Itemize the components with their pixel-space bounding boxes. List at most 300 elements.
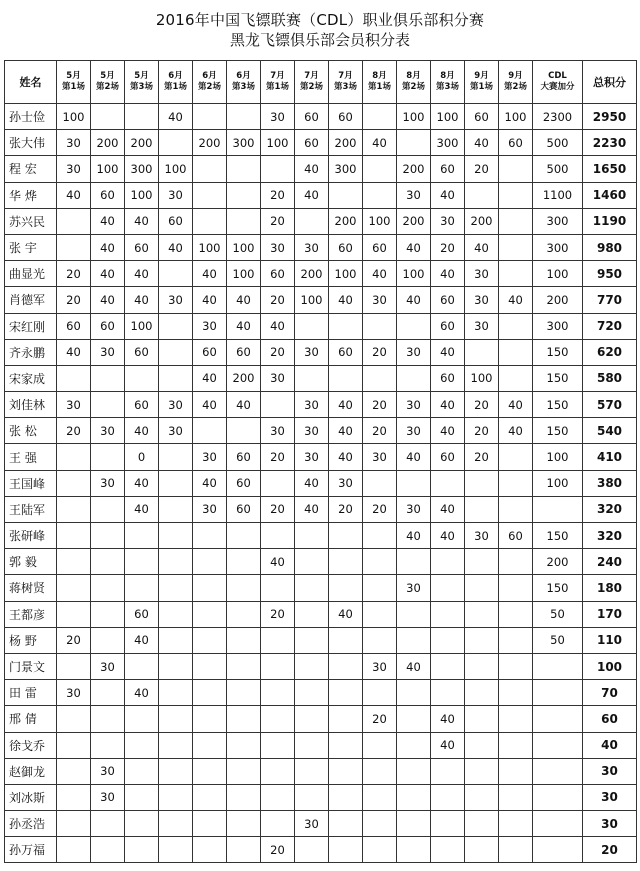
points-cell (499, 706, 533, 732)
player-name-cell: 宋红刚 (5, 313, 57, 339)
points-cell (91, 444, 125, 470)
points-cell (57, 575, 91, 601)
points-cell (363, 811, 397, 837)
points-cell: 200 (329, 208, 363, 234)
column-header-round: 第3场 (232, 82, 255, 92)
points-cell (91, 523, 125, 549)
points-cell: 20 (329, 496, 363, 522)
points-cell: 60 (57, 313, 91, 339)
column-header-c13 (465, 61, 499, 104)
column-header-month: 7月 (304, 71, 319, 81)
points-cell: 200 (193, 130, 227, 156)
points-cell: 50 (533, 601, 583, 627)
column-header-round: 第1场 (164, 82, 187, 92)
player-name-cell: 田 雷 (5, 680, 57, 706)
points-cell: 200 (533, 549, 583, 575)
points-cell: 30 (363, 444, 397, 470)
points-cell (499, 208, 533, 234)
points-cell (329, 549, 363, 575)
points-cell: 100 (533, 444, 583, 470)
points-cell: 40 (91, 261, 125, 287)
player-name-cell: 蒋树贤 (5, 575, 57, 601)
points-cell (57, 208, 91, 234)
points-cell: 20 (363, 496, 397, 522)
points-cell: 20 (465, 392, 499, 418)
points-cell: 30 (397, 496, 431, 522)
points-cell: 40 (431, 182, 465, 208)
player-name-cell: 曲显光 (5, 261, 57, 287)
points-cell (363, 575, 397, 601)
points-cell (227, 575, 261, 601)
points-cell (295, 575, 329, 601)
points-cell (329, 523, 363, 549)
points-cell: 60 (295, 104, 329, 130)
points-cell (295, 732, 329, 758)
points-cell (261, 784, 295, 810)
points-cell (431, 470, 465, 496)
points-cell (193, 156, 227, 182)
points-cell (465, 601, 499, 627)
points-cell: 30 (57, 680, 91, 706)
points-cell (227, 156, 261, 182)
points-cell: 40 (397, 234, 431, 260)
points-cell (363, 523, 397, 549)
points-cell (499, 261, 533, 287)
points-cell (533, 784, 583, 810)
points-cell (227, 549, 261, 575)
points-cell (295, 627, 329, 653)
points-cell (91, 549, 125, 575)
column-header-c1 (57, 61, 91, 104)
points-cell (499, 627, 533, 653)
points-cell: 200 (397, 208, 431, 234)
points-cell: 100 (397, 261, 431, 287)
points-cell: 30 (363, 287, 397, 313)
points-cell (193, 837, 227, 863)
points-cell (159, 130, 193, 156)
points-cell (125, 653, 159, 679)
column-header-round: 大赛加分 (540, 82, 575, 92)
points-cell (227, 811, 261, 837)
points-cell: 150 (533, 339, 583, 365)
points-cell (227, 523, 261, 549)
column-header-round: 第1场 (470, 82, 493, 92)
column-header-round: 第3场 (130, 82, 153, 92)
points-cell (227, 680, 261, 706)
points-cell (499, 758, 533, 784)
player-name-cell: 刘佳林 (5, 392, 57, 418)
table-row (5, 575, 637, 601)
points-cell (261, 811, 295, 837)
points-cell (159, 549, 193, 575)
points-cell: 200 (125, 130, 159, 156)
player-name-cell: 苏兴民 (5, 208, 57, 234)
points-cell (227, 627, 261, 653)
points-cell: 60 (91, 313, 125, 339)
points-cell: 40 (295, 182, 329, 208)
points-cell: 20 (57, 418, 91, 444)
points-cell (329, 758, 363, 784)
points-cell (159, 444, 193, 470)
points-cell: 30 (261, 418, 295, 444)
points-cell: 60 (431, 444, 465, 470)
points-cell: 30 (295, 234, 329, 260)
player-name-cell: 杨 野 (5, 627, 57, 653)
player-name-cell: 肖德军 (5, 287, 57, 313)
points-cell (295, 680, 329, 706)
points-cell: 60 (125, 339, 159, 365)
points-cell: 60 (227, 444, 261, 470)
points-cell: 200 (329, 130, 363, 156)
points-cell (499, 680, 533, 706)
total-points-cell: 2950 (583, 104, 637, 130)
column-header-c7 (261, 61, 295, 104)
points-cell: 60 (329, 104, 363, 130)
points-cell: 20 (465, 444, 499, 470)
table-row (5, 339, 637, 365)
points-cell: 40 (499, 287, 533, 313)
table-row (5, 523, 637, 549)
points-cell: 60 (125, 392, 159, 418)
points-cell (499, 182, 533, 208)
points-cell: 0 (125, 444, 159, 470)
points-cell (57, 365, 91, 391)
points-cell (57, 784, 91, 810)
points-cell: 60 (125, 234, 159, 260)
points-cell: 150 (533, 418, 583, 444)
points-cell: 30 (91, 339, 125, 365)
table-row (5, 182, 637, 208)
points-cell (193, 575, 227, 601)
points-cell: 40 (57, 182, 91, 208)
column-header-round: 第3场 (334, 82, 357, 92)
points-cell: 60 (125, 601, 159, 627)
player-name-cell: 张 松 (5, 418, 57, 444)
points-cell: 30 (57, 392, 91, 418)
points-cell: 60 (431, 313, 465, 339)
points-cell: 100 (499, 104, 533, 130)
points-cell: 20 (261, 444, 295, 470)
points-cell: 60 (499, 130, 533, 156)
points-cell: 60 (329, 339, 363, 365)
player-name-cell: 王国峰 (5, 470, 57, 496)
points-cell: 300 (533, 313, 583, 339)
table-row (5, 627, 637, 653)
points-cell: 40 (91, 208, 125, 234)
column-header-month: CDL (548, 71, 567, 81)
points-cell (193, 627, 227, 653)
points-cell: 150 (533, 392, 583, 418)
points-cell (159, 261, 193, 287)
points-cell (465, 575, 499, 601)
column-header-month: 8月 (372, 71, 387, 81)
points-cell (499, 365, 533, 391)
points-cell (193, 706, 227, 732)
column-header-c3 (125, 61, 159, 104)
points-cell: 50 (533, 627, 583, 653)
points-cell: 30 (363, 653, 397, 679)
points-cell: 100 (465, 365, 499, 391)
points-cell (363, 732, 397, 758)
points-cell (193, 104, 227, 130)
points-cell: 100 (397, 104, 431, 130)
player-name-cell: 赵御龙 (5, 758, 57, 784)
total-points-cell: 1460 (583, 182, 637, 208)
column-header-round: 第1场 (266, 82, 289, 92)
points-cell (91, 575, 125, 601)
points-cell: 40 (125, 627, 159, 653)
points-cell: 30 (465, 313, 499, 339)
total-points-cell: 40 (583, 732, 637, 758)
column-header-c4 (159, 61, 193, 104)
total-points-cell: 70 (583, 680, 637, 706)
points-cell (91, 627, 125, 653)
points-cell (125, 549, 159, 575)
points-cell (295, 208, 329, 234)
points-cell: 60 (193, 339, 227, 365)
points-cell (363, 784, 397, 810)
points-cell (261, 732, 295, 758)
points-cell (397, 837, 431, 863)
points-cell: 40 (159, 234, 193, 260)
points-cell (465, 339, 499, 365)
points-cell: 40 (329, 444, 363, 470)
points-cell (329, 653, 363, 679)
points-cell: 100 (227, 261, 261, 287)
points-cell (465, 837, 499, 863)
points-cell: 40 (295, 470, 329, 496)
points-cell: 100 (159, 156, 193, 182)
total-points-cell: 540 (583, 418, 637, 444)
column-header-month: 8月 (440, 71, 455, 81)
points-cell: 200 (533, 287, 583, 313)
points-cell (261, 680, 295, 706)
player-name-cell: 王陆军 (5, 496, 57, 522)
table-row (5, 313, 637, 339)
title-block (0, 10, 640, 50)
points-cell: 40 (431, 496, 465, 522)
points-cell: 30 (91, 470, 125, 496)
points-cell: 30 (159, 287, 193, 313)
points-cell: 40 (397, 653, 431, 679)
points-cell (159, 365, 193, 391)
column-header-round: 第1场 (62, 82, 85, 92)
points-cell (431, 601, 465, 627)
points-cell: 20 (363, 392, 397, 418)
points-cell (329, 365, 363, 391)
points-cell (227, 706, 261, 732)
points-cell (91, 811, 125, 837)
points-cell: 60 (431, 365, 465, 391)
points-cell (159, 601, 193, 627)
points-cell: 20 (261, 287, 295, 313)
points-cell: 200 (465, 208, 499, 234)
points-cell: 30 (431, 208, 465, 234)
points-cell (397, 130, 431, 156)
points-cell: 30 (465, 523, 499, 549)
points-cell: 150 (533, 365, 583, 391)
points-cell (125, 732, 159, 758)
points-cell: 100 (193, 234, 227, 260)
points-cell: 40 (431, 706, 465, 732)
points-cell (329, 680, 363, 706)
points-cell: 30 (57, 156, 91, 182)
points-cell: 500 (533, 130, 583, 156)
player-name-cell: 张 宇 (5, 234, 57, 260)
total-points-cell: 2230 (583, 130, 637, 156)
points-cell (363, 837, 397, 863)
points-cell (329, 313, 363, 339)
table-row (5, 234, 637, 260)
points-cell (227, 837, 261, 863)
points-cell: 1100 (533, 182, 583, 208)
column-header-c12 (431, 61, 465, 104)
points-cell: 60 (227, 470, 261, 496)
points-cell (431, 680, 465, 706)
points-cell: 40 (465, 130, 499, 156)
points-cell (227, 653, 261, 679)
table-row (5, 496, 637, 522)
points-cell (57, 444, 91, 470)
total-points-cell: 100 (583, 653, 637, 679)
points-cell (193, 418, 227, 444)
points-cell (159, 758, 193, 784)
column-header-round: 第2场 (504, 82, 527, 92)
table-row (5, 601, 637, 627)
points-cell (159, 811, 193, 837)
points-cell (193, 601, 227, 627)
points-cell: 100 (227, 234, 261, 260)
points-cell (465, 706, 499, 732)
points-cell (329, 837, 363, 863)
points-cell: 40 (363, 130, 397, 156)
points-cell: 40 (91, 234, 125, 260)
points-cell: 30 (261, 234, 295, 260)
points-cell: 40 (227, 313, 261, 339)
points-cell (533, 811, 583, 837)
points-cell (193, 182, 227, 208)
column-header-round: 第3场 (436, 82, 459, 92)
points-cell: 40 (125, 470, 159, 496)
points-cell (499, 653, 533, 679)
player-name-cell: 张大伟 (5, 130, 57, 156)
points-cell: 30 (295, 811, 329, 837)
points-cell (295, 365, 329, 391)
points-cell (125, 523, 159, 549)
points-cell: 100 (125, 313, 159, 339)
points-cell (295, 784, 329, 810)
points-cell (465, 732, 499, 758)
points-cell: 40 (295, 496, 329, 522)
points-cell: 40 (91, 287, 125, 313)
column-header-c10 (363, 61, 397, 104)
points-cell: 60 (91, 182, 125, 208)
points-cell: 100 (57, 104, 91, 130)
points-cell (295, 549, 329, 575)
points-cell: 20 (363, 339, 397, 365)
column-header-month: 9月 (508, 71, 523, 81)
points-cell (329, 732, 363, 758)
points-cell: 40 (431, 392, 465, 418)
points-cell (159, 339, 193, 365)
points-cell (125, 811, 159, 837)
points-cell (261, 758, 295, 784)
points-cell (227, 601, 261, 627)
points-cell: 30 (261, 104, 295, 130)
points-cell (295, 837, 329, 863)
total-points-cell: 1190 (583, 208, 637, 234)
points-cell (363, 104, 397, 130)
points-cell: 30 (91, 784, 125, 810)
column-header-month: 6月 (236, 71, 251, 81)
total-points-cell: 770 (583, 287, 637, 313)
points-cell (159, 706, 193, 732)
points-cell (329, 182, 363, 208)
points-cell: 60 (159, 208, 193, 234)
points-cell: 30 (159, 182, 193, 208)
points-cell (397, 601, 431, 627)
points-cell: 100 (363, 208, 397, 234)
points-cell (329, 627, 363, 653)
points-cell: 300 (227, 130, 261, 156)
points-cell (125, 365, 159, 391)
points-cell (91, 104, 125, 130)
points-cell: 150 (533, 523, 583, 549)
total-points-cell: 980 (583, 234, 637, 260)
points-cell (125, 837, 159, 863)
points-cell: 40 (431, 418, 465, 444)
points-cell: 20 (261, 182, 295, 208)
points-cell (193, 549, 227, 575)
points-cell: 40 (363, 261, 397, 287)
points-cell (499, 339, 533, 365)
points-cell: 60 (227, 496, 261, 522)
points-cell (397, 470, 431, 496)
points-cell: 30 (295, 339, 329, 365)
points-cell (363, 758, 397, 784)
points-cell (363, 182, 397, 208)
points-cell: 30 (261, 365, 295, 391)
points-cell (397, 706, 431, 732)
table-row (5, 104, 637, 130)
points-cell: 40 (397, 523, 431, 549)
points-cell: 60 (261, 261, 295, 287)
total-points-cell: 620 (583, 339, 637, 365)
points-cell (499, 496, 533, 522)
points-cell (533, 680, 583, 706)
points-cell (91, 732, 125, 758)
table-row (5, 732, 637, 758)
column-header-month: 8月 (406, 71, 421, 81)
points-cell (397, 313, 431, 339)
points-cell (91, 392, 125, 418)
points-cell: 20 (261, 339, 295, 365)
total-points-cell: 1650 (583, 156, 637, 182)
points-cell (193, 784, 227, 810)
points-cell: 60 (465, 104, 499, 130)
points-cell: 30 (465, 287, 499, 313)
points-cell: 40 (125, 680, 159, 706)
points-cell (159, 653, 193, 679)
points-cell (397, 680, 431, 706)
column-header-round: 第2场 (402, 82, 425, 92)
points-cell: 100 (91, 156, 125, 182)
points-cell (57, 837, 91, 863)
player-name-cell: 宋家成 (5, 365, 57, 391)
points-cell (261, 653, 295, 679)
points-cell (159, 837, 193, 863)
points-cell (499, 811, 533, 837)
